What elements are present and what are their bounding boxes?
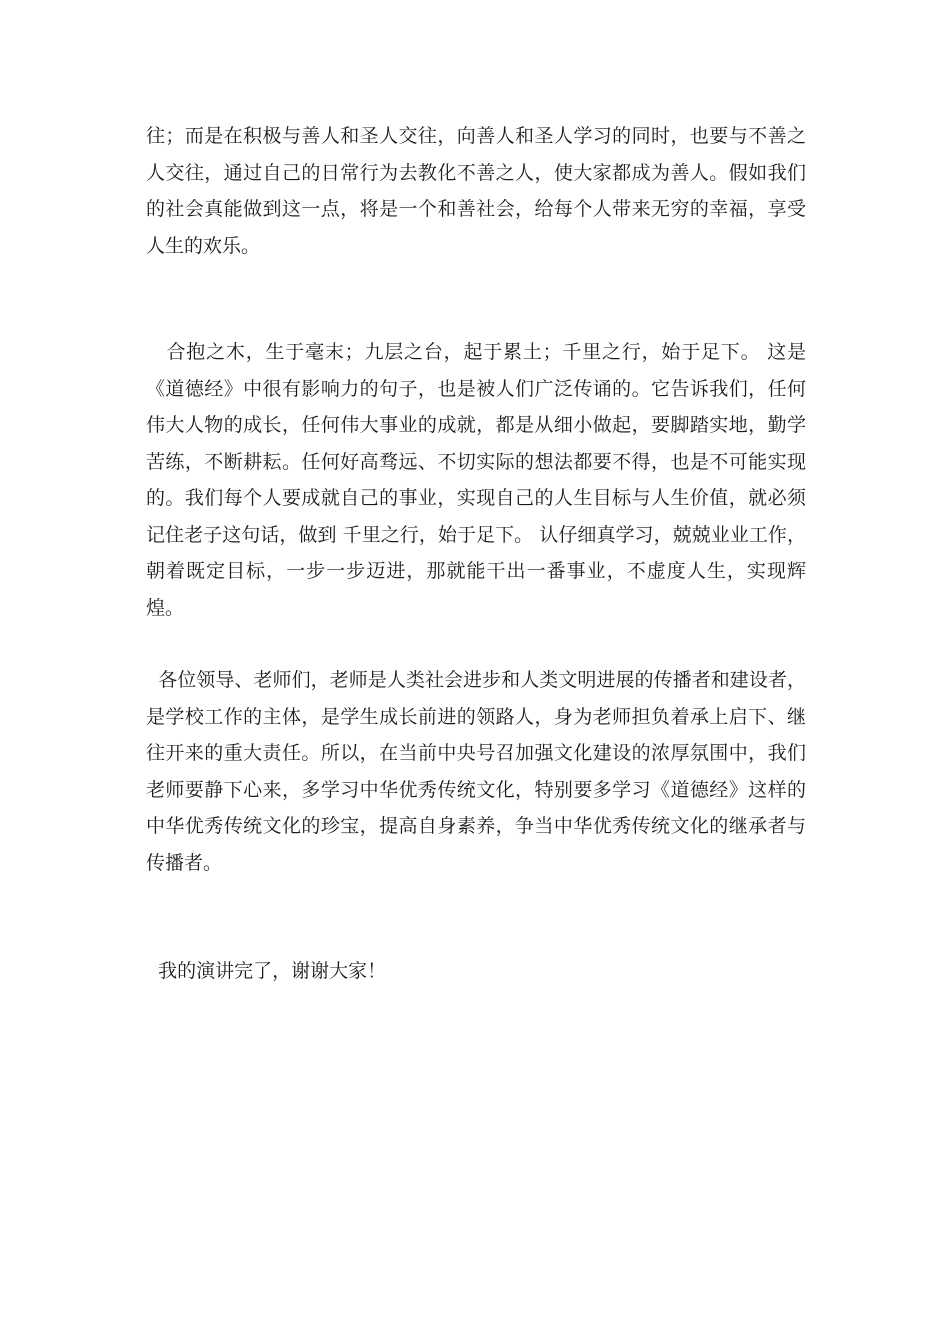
paragraph-closing: 我的演讲完了，谢谢大家！ bbox=[146, 960, 387, 982]
paragraph-2: 合抱之木，生于毫末；九层之台，起于累土；千里之行，始于足下。 这是《道德经》中很有影响力的句子，也是被人们广泛传诵的。它告诉我们，任何伟大人物的成长，任何伟大事业的成就，都是从细小做起，要脚踏实地，勤学苦练，不断耕耘。任何好高骛远、不切实际的想法都要不得，也是不可能实现的。我们每个人要成就自己的事业，实现自己的人生目标与人生价值，就必须记住老子这句话，做到 千里之行，始于足下。 认仔细真学习，兢兢业业工作，朝着既定目标，一步一步迈进，那就能干出一番事业，不虚度人生，实现辉煌。 bbox=[146, 341, 807, 619]
paragraph-3: 各位领导、老师们，老师是人类社会进步和人类文明进展的传播者和建设者，是学校工作的主体，是学生成长前进的领路人，身为老师担负着承上启下、继往开来的重大责任。所以，在当前中央号召加强文化建设的浓厚氛围中，我们老师要静下心来，多学习中华优秀传统文化，特别要多学习《道德经》这样的中华优秀传统文化的珍宝，提高自身素养，争当中华优秀传统文化的继承者与传播者。 bbox=[146, 669, 806, 874]
paragraph-1: 往；而是在积极与善人和圣人交往，向善人和圣人学习的同时，也要与不善之人交往，通过自己的日常行为去教化不善之人，使大家都成为善人。假如我们的社会真能做到这一点，将是一个和善社会，给每个人带来无穷的幸福，享受人生的欢乐。 bbox=[146, 125, 806, 257]
